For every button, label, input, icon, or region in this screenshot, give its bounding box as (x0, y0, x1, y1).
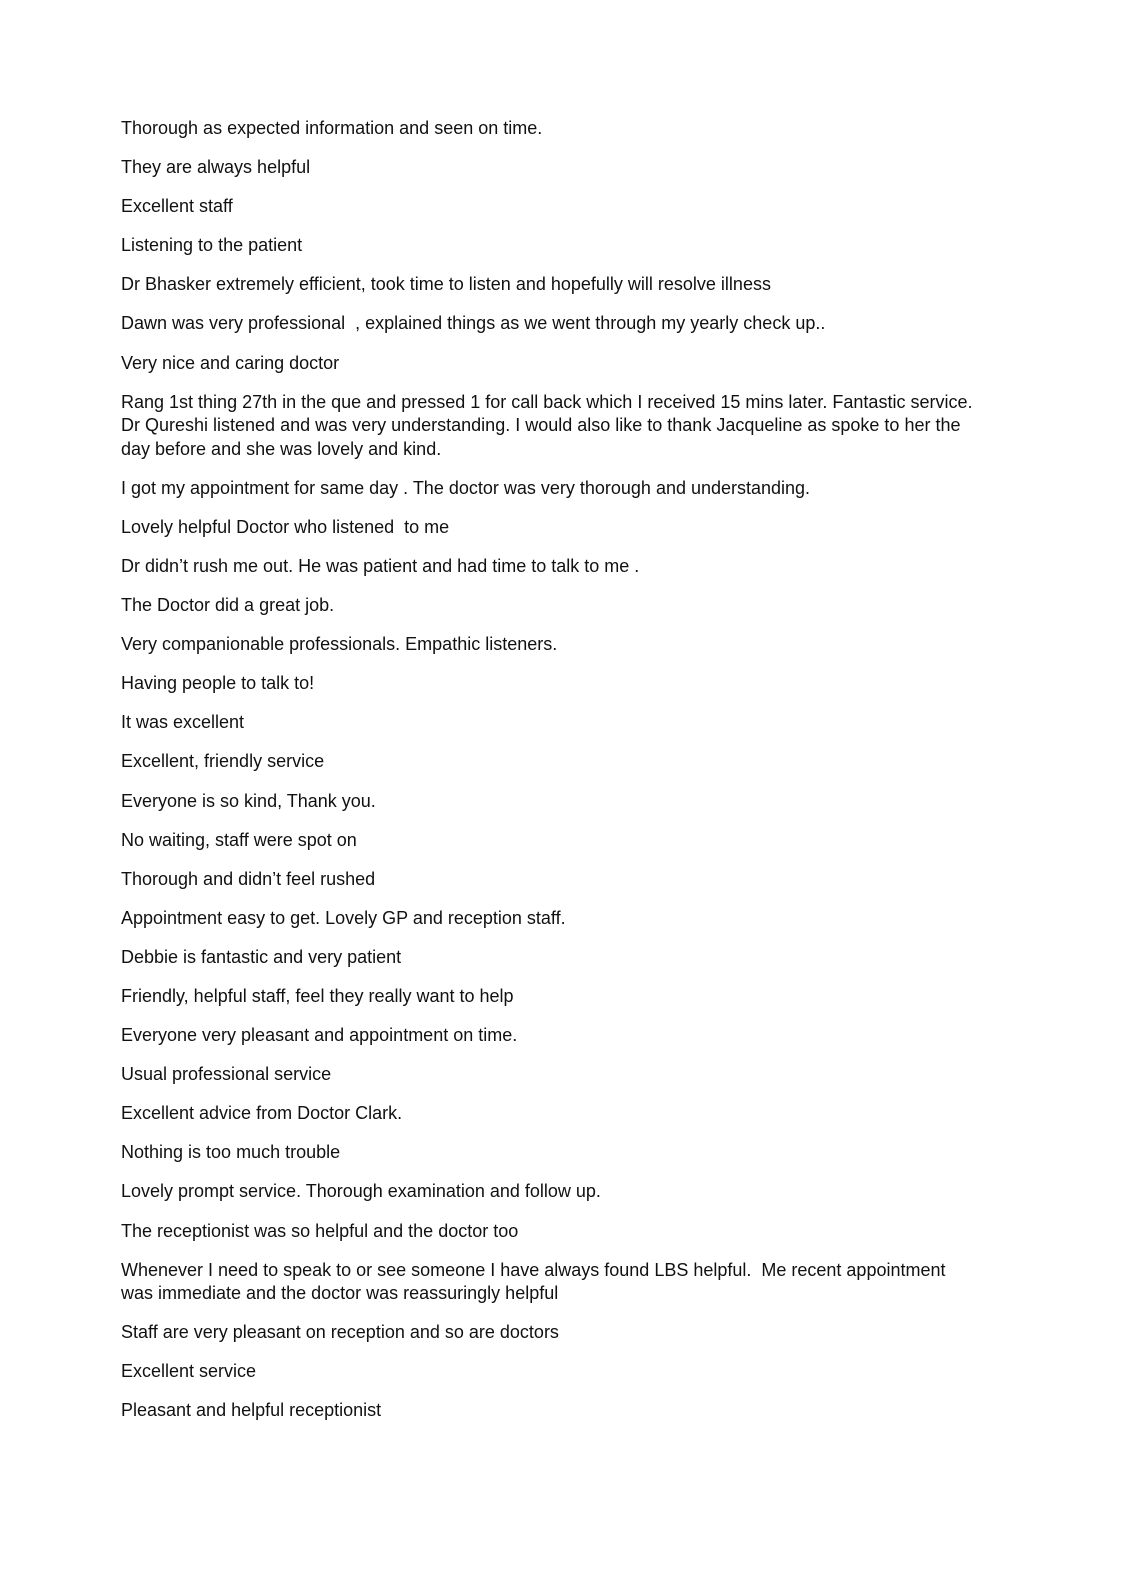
feedback-comment: Lovely prompt service. Thorough examination and follow up. (121, 1181, 601, 1202)
feedback-comment: They are always helpful (121, 157, 311, 178)
feedback-comment: Appointment easy to get. Lovely GP and reception staff. (121, 907, 566, 928)
feedback-comment: I got my appointment for same day . The doctor was very thorough and understanding. (121, 477, 811, 498)
feedback-comment: Staff are very pleasant on reception and so are doctors (121, 1322, 559, 1343)
feedback-comment: It was excellent (121, 712, 245, 733)
feedback-comment: Rang 1st thing 27th in the que and pressed 1 for call back which I received 15 mins later. Fantastic service. Dr Qureshi listened and was very understanding. I would also like to thank Jacqueline as spoke to her the day before and she was lovely and kind. (121, 391, 978, 459)
feedback-comment: Pleasant and helpful receptionist (121, 1400, 382, 1421)
feedback-comment: Lovely helpful Doctor who listened to me (121, 516, 450, 537)
feedback-comment: Usual professional service (121, 1064, 332, 1085)
feedback-comment: Excellent advice from Doctor Clark. (121, 1103, 403, 1124)
feedback-comment: Thorough as expected information and seen on time. (121, 118, 543, 138)
feedback-comment: The receptionist was so helpful and the doctor too (121, 1220, 519, 1241)
feedback-comment: Dr didn’t rush me out. He was patient and had time to talk to me . (121, 555, 640, 576)
feedback-comment: Excellent service (121, 1361, 257, 1382)
feedback-comment: Debbie is fantastic and very patient (121, 946, 402, 967)
feedback-comment: Everyone very pleasant and appointment on time. (121, 1025, 518, 1046)
feedback-comment: Nothing is too much trouble (121, 1142, 341, 1163)
feedback-comment: Excellent staff (121, 196, 233, 217)
feedback-comment: Listening to the patient (121, 235, 303, 256)
feedback-comment: Thorough and didn’t feel rushed (121, 868, 376, 889)
feedback-comment: Whenever I need to speak to or see someone I have always found LBS helpful. Me recent appointment was immediate and the doctor was reassuringly helpful (121, 1259, 951, 1304)
feedback-comment: Very nice and caring doctor (121, 352, 340, 373)
feedback-comment: Everyone is so kind, Thank you. (121, 790, 376, 811)
feedback-comment: Very companionable professionals. Empathic listeners. (121, 634, 558, 655)
feedback-comment: Having people to talk to! (121, 673, 315, 694)
feedback-comment: Dr Bhasker extremely efficient, took time to listen and hopefully will resolve illness (121, 274, 771, 295)
feedback-comment-list (121, 117, 981, 1439)
feedback-comment: Friendly, helpful staff, feel they really want to help (121, 985, 514, 1006)
feedback-comment: Excellent, friendly service (121, 751, 325, 772)
feedback-comment: Dawn was very professional , explained things as we went through my yearly check up.. (121, 313, 826, 334)
feedback-comment: The Doctor did a great job. (121, 595, 335, 616)
feedback-comment: No waiting, staff were spot on (121, 829, 357, 850)
